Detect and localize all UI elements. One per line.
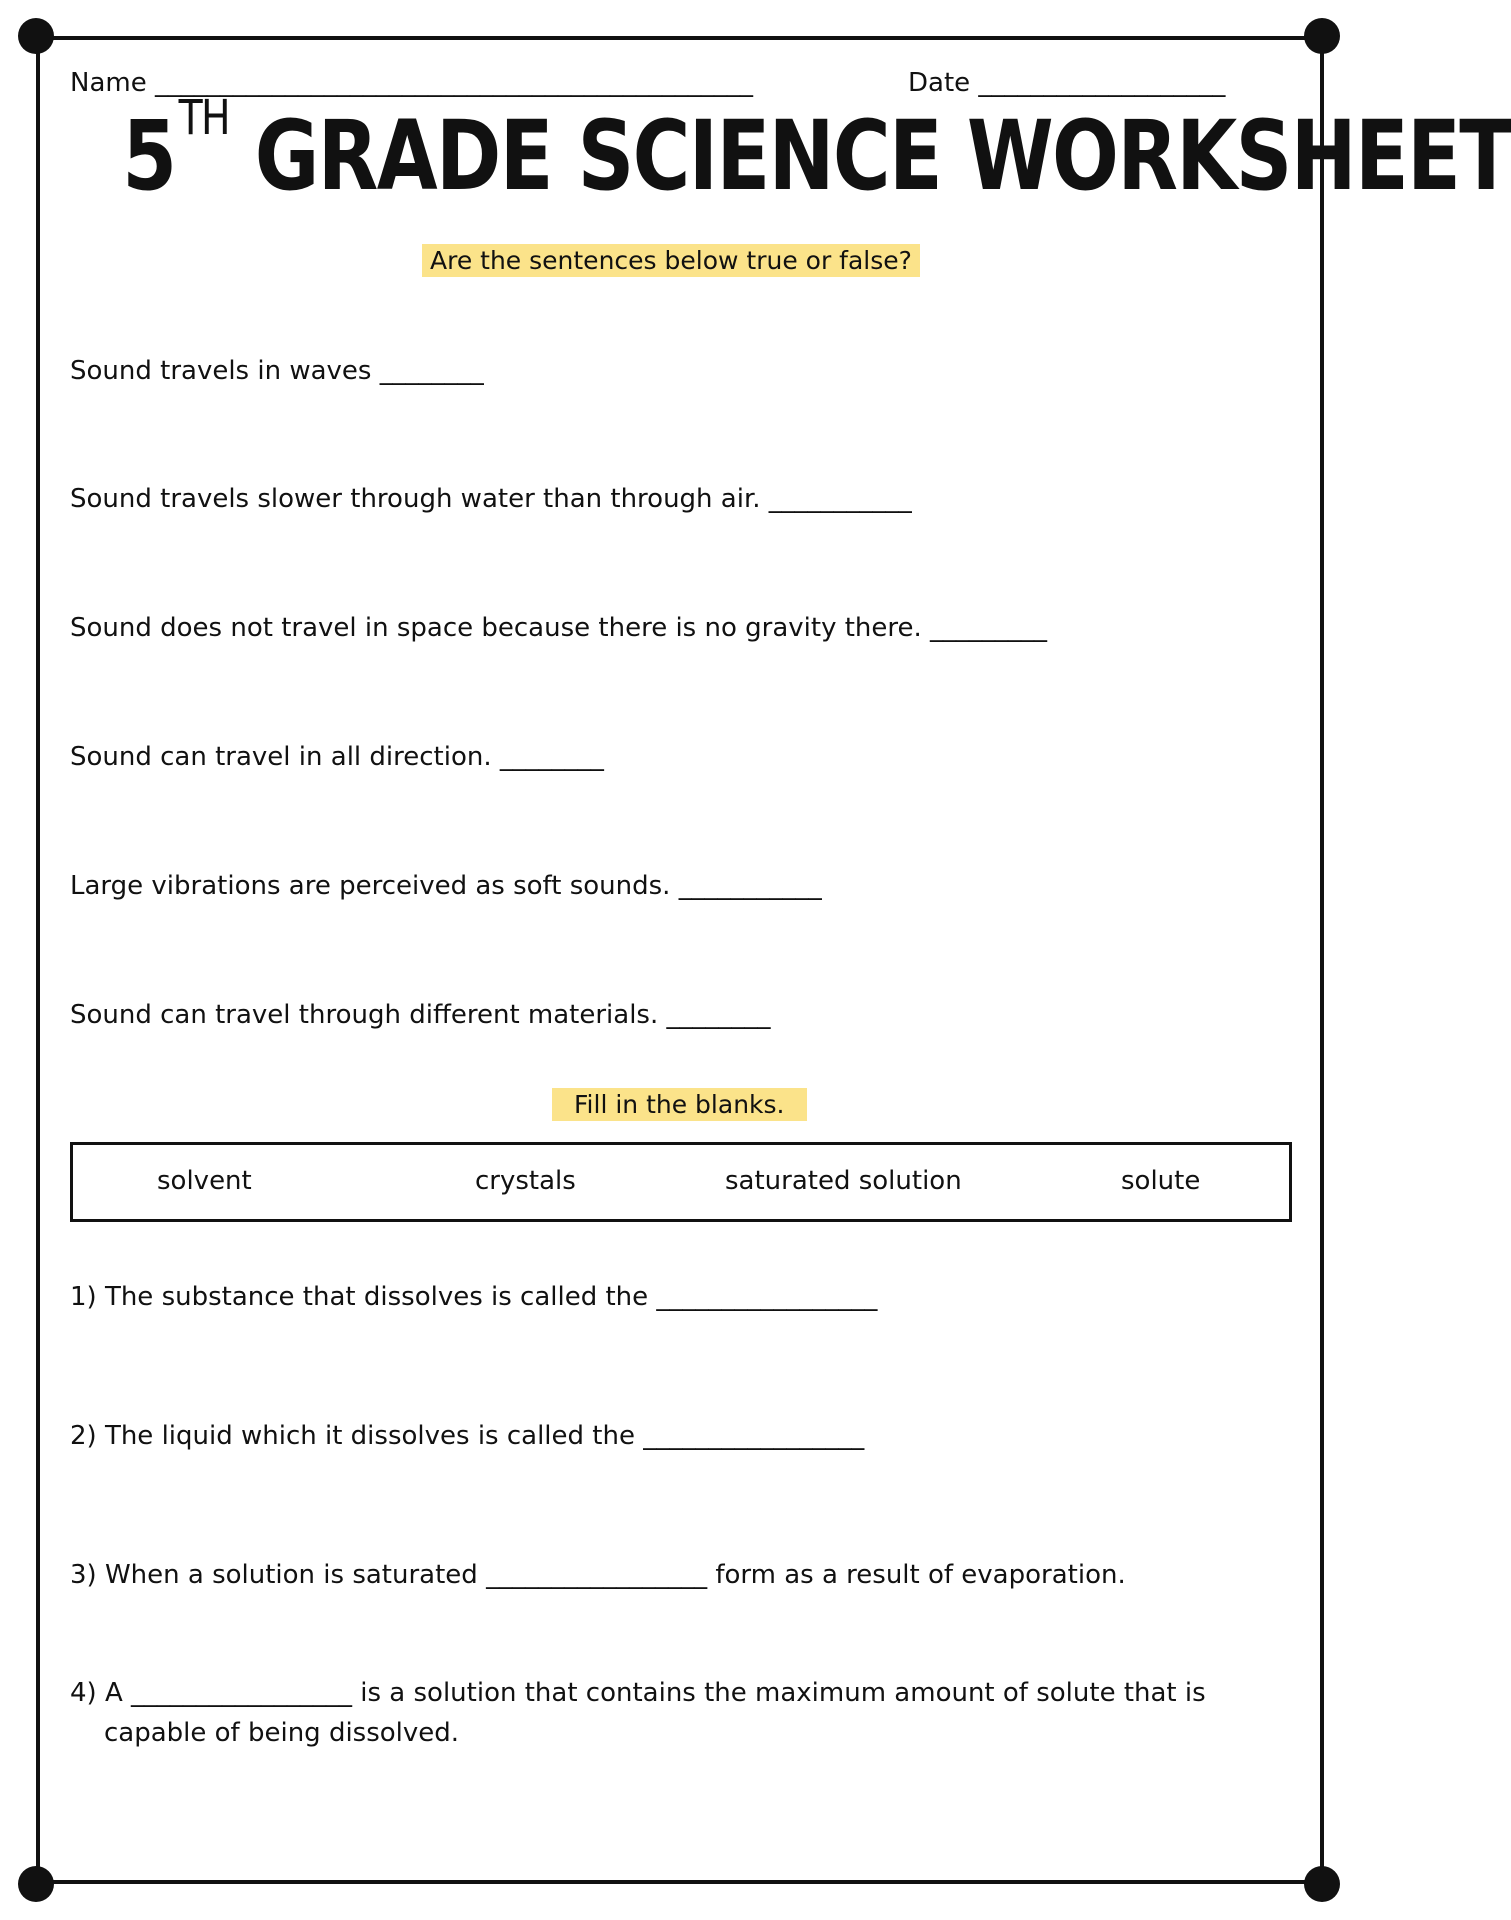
word-bank-item: solute xyxy=(1121,1166,1201,1196)
word-bank-item: solvent xyxy=(157,1166,252,1196)
fill-question-2[interactable]: 2) The liquid which it dissolves is called the _________________ xyxy=(70,1421,865,1451)
word-bank-item: crystals xyxy=(475,1166,576,1196)
corner-dot xyxy=(1304,1866,1340,1902)
corner-dot xyxy=(18,1866,54,1902)
fill-question-3[interactable]: 3) When a solution is saturated _________________ form as a result of evaporation. xyxy=(70,1560,1126,1590)
fill-question-4-line2: capable of being dissolved. xyxy=(104,1718,460,1748)
word-bank xyxy=(70,1142,1292,1222)
page-border xyxy=(36,36,1324,1884)
tf-question-2[interactable]: Sound travels slower through water than through air. ___________ xyxy=(70,484,912,514)
corner-dot xyxy=(18,18,54,54)
word-bank-item: saturated solution xyxy=(725,1166,962,1196)
page-title xyxy=(122,90,1511,212)
title-text: GRADE SCIENCE WORKSHEET xyxy=(254,100,1511,212)
tf-question-6[interactable]: Sound can travel through different materials. ________ xyxy=(70,1000,771,1030)
fill-question-1[interactable]: 1) The substance that dissolves is called the _________________ xyxy=(70,1282,878,1312)
fill-question-4[interactable] xyxy=(70,1678,1206,1748)
tf-question-3[interactable]: Sound does not travel in space because there is no gravity there. _________ xyxy=(70,613,1048,643)
date-field[interactable]: Date ___________________ xyxy=(908,68,1226,98)
fill-question-4-line1: 4) A _________________ is a solution that contains the maximum amount of solute that is xyxy=(70,1678,1206,1708)
name-field[interactable]: Name ______________________________________________ xyxy=(70,68,753,98)
corner-dot xyxy=(1304,18,1340,54)
title-grade: 5 xyxy=(122,100,176,212)
tf-question-4[interactable]: Sound can travel in all direction. ________ xyxy=(70,742,604,772)
tf-question-1[interactable]: Sound travels in waves ________ xyxy=(70,356,484,386)
true-false-instruction: Are the sentences below true or false? xyxy=(422,244,920,277)
title-suffix: TH xyxy=(178,90,229,146)
fill-blanks-instruction: Fill in the blanks. xyxy=(552,1088,807,1121)
tf-question-5[interactable]: Large vibrations are perceived as soft sounds. ___________ xyxy=(70,871,822,901)
